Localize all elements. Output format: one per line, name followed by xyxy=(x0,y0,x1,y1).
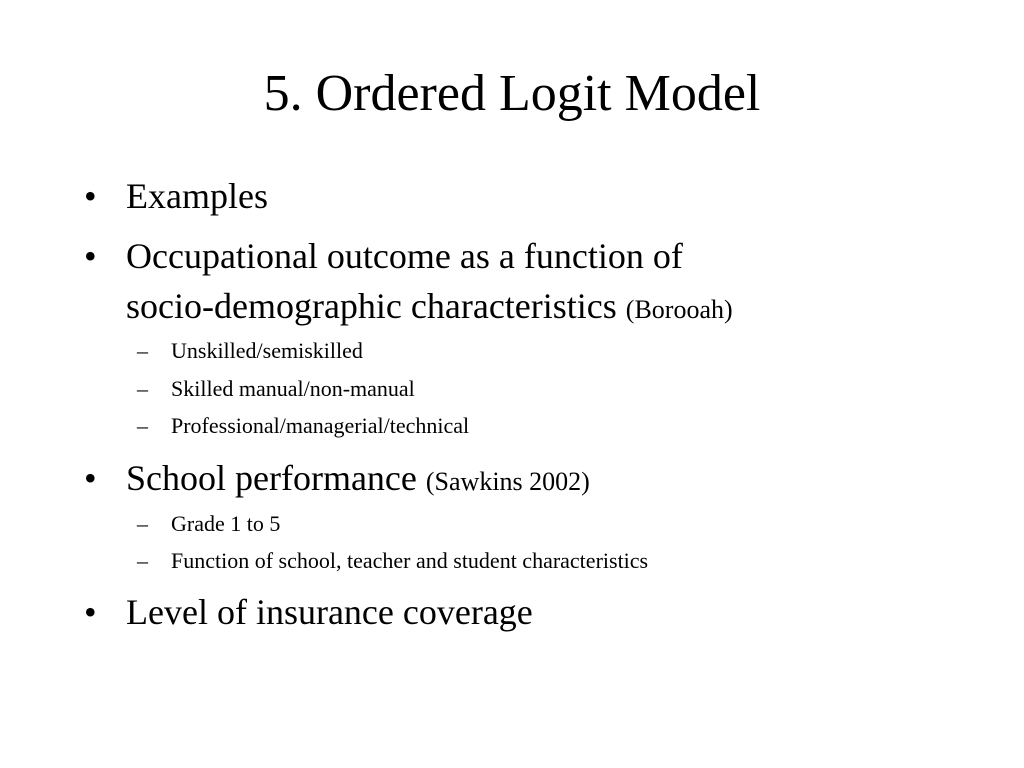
slide-title: 5. Ordered Logit Model xyxy=(263,65,761,122)
bullet-school-performance xyxy=(84,454,590,506)
subbullet-grade xyxy=(137,509,281,539)
bullet-text: Level of insurance coverage xyxy=(126,592,533,632)
bullet-text-line2: socio-demographic characteristics xyxy=(126,286,617,326)
citation-borooah: (Borooah) xyxy=(625,295,733,324)
dash-marker: – xyxy=(137,338,148,363)
bullet-occupational-outcome-continued xyxy=(126,282,733,334)
subbullet-unskilled xyxy=(137,336,363,366)
bullet-marker: • xyxy=(84,236,97,276)
bullet-text: School performance xyxy=(126,458,417,498)
subbullet-skilled xyxy=(137,374,415,404)
subbullet-text: Function of school, teacher and student characteristics xyxy=(171,548,649,573)
subbullet-text: Grade 1 to 5 xyxy=(171,511,281,536)
bullet-occupational-outcome xyxy=(84,232,683,280)
citation-sawkins: (Sawkins 2002) xyxy=(425,467,590,496)
dash-marker: – xyxy=(137,376,148,401)
bullet-text: Examples xyxy=(126,176,268,216)
bullet-marker: • xyxy=(84,176,97,216)
dash-marker: – xyxy=(137,413,148,438)
subbullet-text: Unskilled/semiskilled xyxy=(171,338,363,363)
bullet-examples xyxy=(84,172,268,220)
bullet-marker: • xyxy=(84,458,97,498)
bullet-insurance-coverage xyxy=(84,588,533,636)
subbullet-professional xyxy=(137,411,470,441)
subbullet-text: Skilled manual/non-manual xyxy=(171,376,415,401)
dash-marker: – xyxy=(137,511,148,536)
subbullet-text: Professional/managerial/technical xyxy=(171,413,470,438)
bullet-text-line1: Occupational outcome as a function of xyxy=(126,236,683,276)
dash-marker: – xyxy=(137,548,148,573)
bullet-marker: • xyxy=(84,592,97,632)
subbullet-function-of-school xyxy=(137,546,649,576)
